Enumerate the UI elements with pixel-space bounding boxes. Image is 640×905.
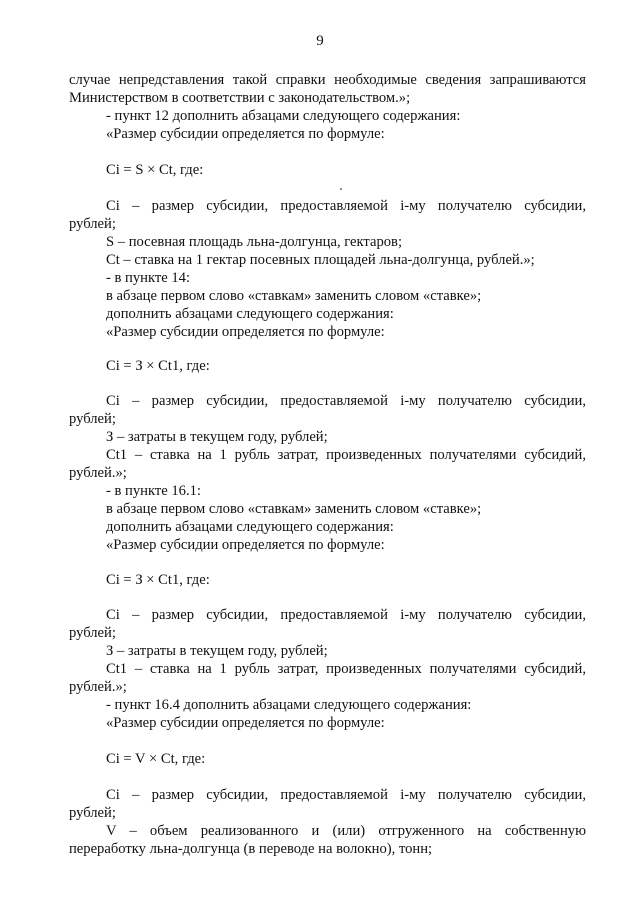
text-line: дополнить абзацами следующего содержания: — [106, 306, 394, 322]
text-line: «Размер субсидии определяется по формуле: — [106, 126, 385, 142]
text-line: Ci – размер субсидии, предоставляемой i-му получателю субсидии, — [106, 393, 586, 409]
text-line: З – затраты в текущем году, рублей; — [106, 429, 328, 445]
text-line: - в пункте 16.1: — [106, 483, 201, 499]
text-line: рублей.»; — [69, 465, 127, 481]
formula: Ci = S × Ct, где: — [106, 162, 204, 178]
formula: Ci = З × Ct1, где: — [106, 358, 210, 374]
text-line: рублей; — [69, 411, 116, 427]
text-line: «Размер субсидии определяется по формуле: — [106, 715, 385, 731]
text-line: дополнить абзацами следующего содержания: — [106, 519, 394, 535]
text-line: Ct1 – ставка на 1 рубль затрат, произведенных получателями субсидий, — [106, 447, 586, 463]
text-line: S – посевная площадь льна-долгунца, гектаров; — [106, 234, 403, 250]
text-line: Ci – размер субсидии, предоставляемой i-му получателю субсидии, — [106, 787, 586, 803]
text-line: V – объем реализованного и (или) отгруженного на собственную — [106, 823, 586, 839]
text-line: - пункт 16.4 дополнить абзацами следующего содержания: — [106, 697, 472, 713]
text-line: «Размер субсидии определяется по формуле: — [106, 537, 385, 553]
text-line: в абзаце первом слово «ставкам» заменить словом «ставке»; — [106, 501, 482, 517]
text-line: переработку льна-долгунца (в переводе на волокно), тонн; — [69, 841, 433, 857]
text-line: случае непредставления такой справки необходимые сведения запрашиваются — [69, 72, 586, 88]
formula: Ci = V × Ct, где: — [106, 751, 206, 767]
scan-speck — [340, 188, 342, 190]
text-line: рублей; — [69, 625, 116, 641]
text-line: рублей; — [69, 216, 116, 232]
text-line: Ci – размер субсидии, предоставляемой i-му получателю субсидии, — [106, 607, 586, 623]
text-line: Ci – размер субсидии, предоставляемой i-му получателю субсидии, — [106, 198, 586, 214]
text-line: в абзаце первом слово «ставкам» заменить словом «ставке»; — [106, 288, 482, 304]
text-line: Ct – ставка на 1 гектар посевных площадей льна-долгунца, рублей.»; — [106, 252, 535, 268]
text-line: З – затраты в текущем году, рублей; — [106, 643, 328, 659]
text-line: рублей; — [69, 805, 116, 821]
text-line: Ct1 – ставка на 1 рубль затрат, произведенных получателями субсидий, — [106, 661, 586, 677]
page-number: 9 — [316, 33, 324, 49]
text-line: - в пункте 14: — [106, 270, 191, 286]
text-line: «Размер субсидии определяется по формуле: — [106, 324, 385, 340]
text-line: рублей.»; — [69, 679, 127, 695]
text-line: Министерством в соответствии с законодательством.»; — [69, 90, 411, 106]
formula: Ci = З × Ct1, где: — [106, 572, 210, 588]
text-line: - пункт 12 дополнить абзацами следующего содержания: — [106, 108, 461, 124]
